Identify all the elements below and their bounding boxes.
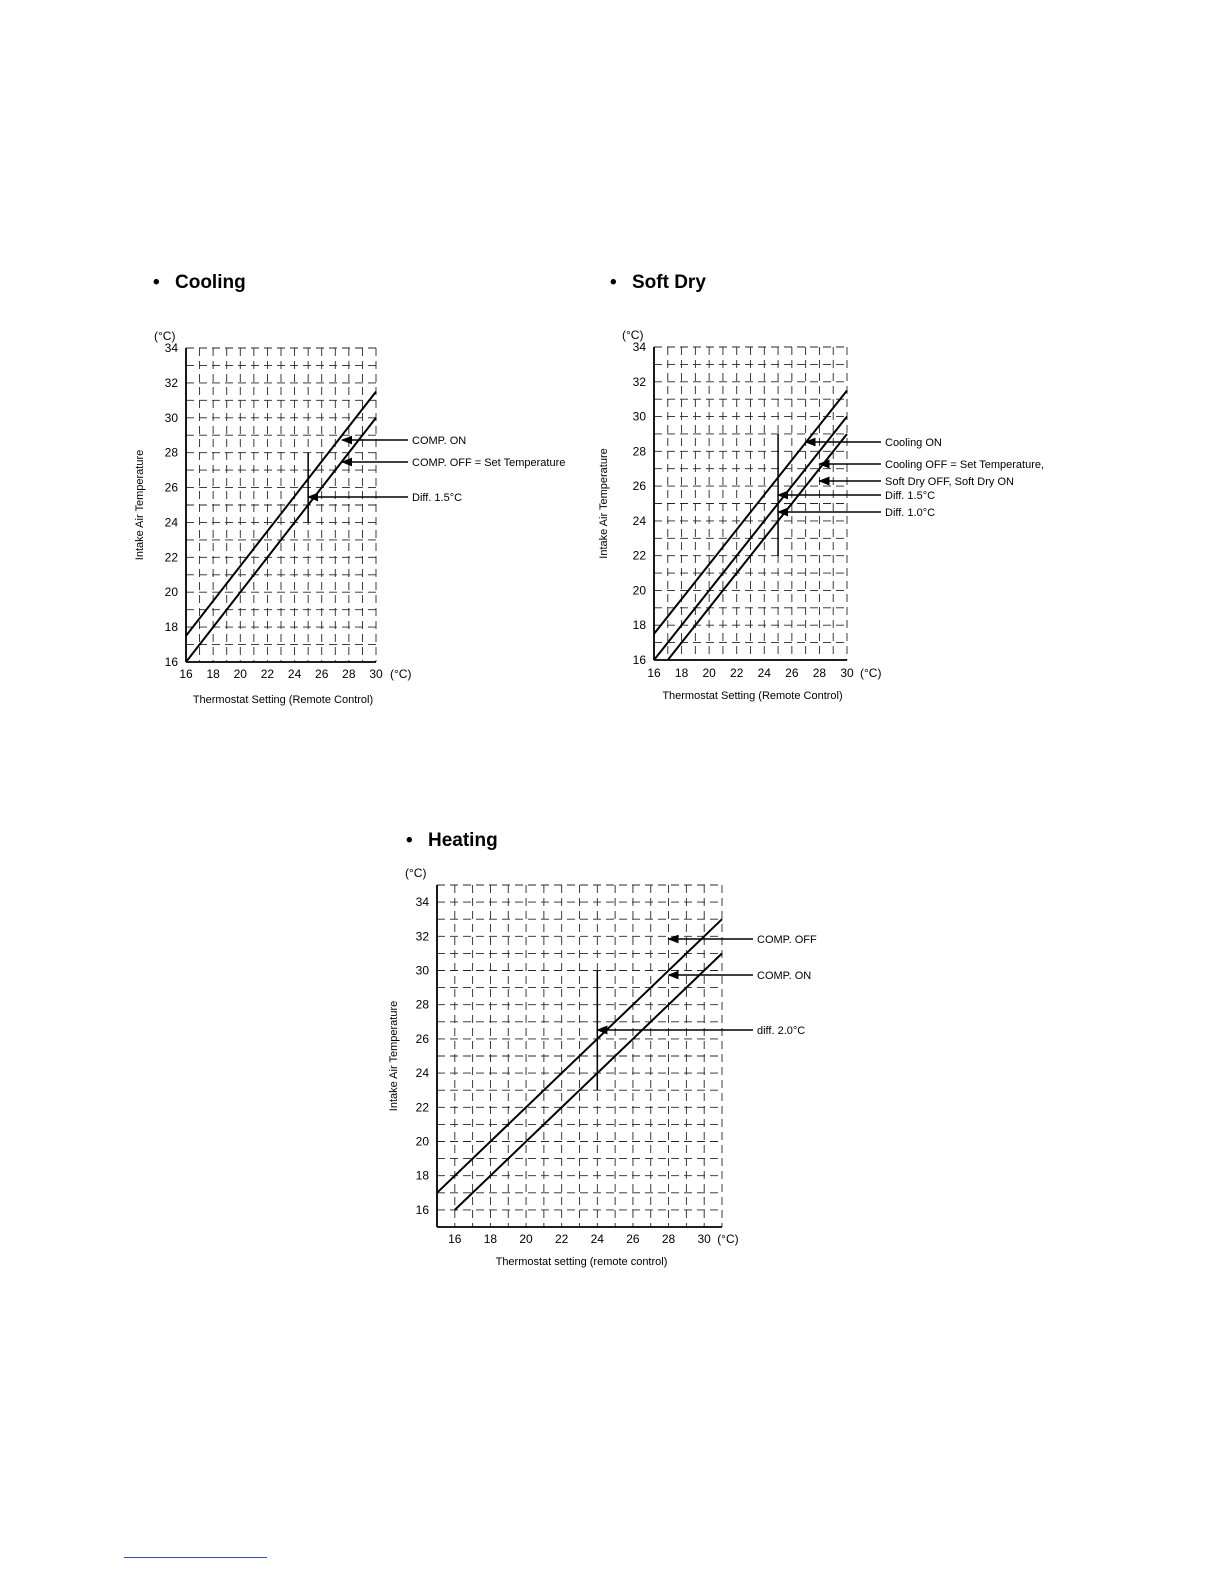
annotation-label: Diff. 1.5°C bbox=[885, 490, 936, 502]
y-tick-label: 32 bbox=[164, 375, 178, 390]
y-axis-title: Intake Air Temperature bbox=[134, 449, 146, 561]
x-unit-label: (°C) bbox=[390, 667, 412, 681]
y-tick-label: 24 bbox=[415, 1066, 429, 1081]
y-tick-label: 18 bbox=[415, 1168, 429, 1183]
y-tick-label: 26 bbox=[415, 1031, 429, 1046]
y-tick-label: 28 bbox=[632, 444, 646, 459]
x-tick-label: 30 bbox=[697, 1232, 711, 1246]
x-tick-label: 16 bbox=[179, 667, 193, 681]
x-tick-label: 20 bbox=[702, 666, 716, 680]
y-tick-label: 30 bbox=[632, 409, 646, 424]
y-tick-label: 30 bbox=[415, 963, 429, 978]
cooling-heading-text: Cooling bbox=[175, 272, 246, 293]
y-tick-label: 20 bbox=[415, 1134, 429, 1149]
annotation-label: COMP. ON bbox=[412, 435, 467, 447]
x-tick-label: 22 bbox=[260, 667, 275, 681]
grid bbox=[654, 347, 847, 660]
y-tick-label: 28 bbox=[164, 445, 178, 460]
annotation-label: Soft Dry OFF, Soft Dry ON bbox=[885, 476, 1014, 488]
x-tick-label: 26 bbox=[315, 667, 329, 681]
x-tick-label: 18 bbox=[674, 666, 689, 680]
x-axis-title: Thermostat Setting (Remote Control) bbox=[192, 694, 374, 706]
y-tick-label: 32 bbox=[415, 929, 429, 944]
annotation-label: Diff. 1.0°C bbox=[885, 507, 936, 519]
footer-rule bbox=[124, 1557, 267, 1558]
annotation-label: COMP. ON bbox=[757, 970, 812, 982]
x-tick-label: 26 bbox=[785, 666, 799, 680]
x-tick-label: 28 bbox=[661, 1232, 676, 1246]
series-line bbox=[455, 953, 722, 1210]
x-tick-label: 24 bbox=[757, 666, 771, 680]
y-unit-label: (°C) bbox=[622, 328, 644, 342]
y-tick-label: 16 bbox=[164, 655, 178, 669]
y-tick-label: 26 bbox=[632, 479, 646, 494]
x-tick-label: 16 bbox=[647, 666, 661, 680]
x-tick-label: 24 bbox=[590, 1232, 604, 1246]
y-unit-label: (°C) bbox=[154, 329, 176, 343]
bullet: • bbox=[153, 272, 160, 293]
x-tick-label: 18 bbox=[206, 667, 220, 681]
y-tick-label: 20 bbox=[632, 583, 646, 598]
y-tick-label: 18 bbox=[632, 618, 646, 633]
bullet: • bbox=[610, 272, 617, 293]
x-tick-label: 28 bbox=[812, 666, 827, 680]
y-tick-label: 26 bbox=[164, 480, 178, 495]
y-tick-label: 24 bbox=[164, 515, 178, 530]
x-unit-label: (°C) bbox=[717, 1232, 739, 1246]
y-tick-label: 34 bbox=[164, 341, 178, 355]
y-tick-label: 32 bbox=[632, 374, 646, 389]
heating-heading-text: Heating bbox=[428, 830, 498, 851]
x-axis-title: Thermostat setting (remote control) bbox=[495, 1256, 668, 1268]
y-tick-label: 28 bbox=[415, 997, 429, 1012]
y-tick-label: 34 bbox=[632, 340, 646, 354]
y-axis-title: Intake Air Temperature bbox=[388, 1000, 400, 1112]
x-tick-label: 22 bbox=[730, 666, 744, 680]
heating-chart bbox=[388, 866, 817, 1268]
annotation-label: Cooling OFF = Set Temperature, bbox=[885, 459, 1045, 471]
annotation-label: Cooling ON bbox=[885, 437, 942, 449]
cooling-chart bbox=[134, 329, 565, 706]
y-tick-label: 34 bbox=[415, 895, 429, 910]
y-tick-label: 18 bbox=[164, 620, 178, 635]
x-tick-label: 24 bbox=[287, 667, 302, 681]
x-tick-label: 30 bbox=[369, 667, 383, 681]
x-tick-label: 30 bbox=[840, 666, 854, 680]
x-tick-label: 28 bbox=[342, 667, 356, 681]
annotation-label: Diff. 1.5°C bbox=[412, 492, 463, 504]
y-tick-label: 16 bbox=[415, 1202, 429, 1217]
y-tick-label: 30 bbox=[164, 410, 178, 425]
y-tick-label: 22 bbox=[415, 1100, 429, 1115]
x-axis-title: Thermostat Setting (Remote Control) bbox=[662, 690, 843, 702]
x-tick-label: 26 bbox=[626, 1232, 640, 1246]
y-axis-title: Intake Air Temperature bbox=[598, 448, 610, 559]
y-tick-label: 22 bbox=[632, 548, 646, 563]
series-line bbox=[668, 434, 847, 660]
y-tick-label: 16 bbox=[632, 653, 646, 667]
soft-dry-heading-text: Soft Dry bbox=[632, 272, 706, 293]
y-tick-label: 24 bbox=[632, 513, 646, 528]
annotation-label: COMP. OFF bbox=[757, 934, 817, 946]
x-tick-label: 22 bbox=[555, 1232, 569, 1246]
x-tick-label: 16 bbox=[448, 1232, 462, 1246]
annotation-label: COMP. OFF = Set Temperature bbox=[412, 457, 566, 469]
x-tick-label: 20 bbox=[233, 667, 247, 681]
x-tick-label: 18 bbox=[483, 1232, 498, 1246]
y-tick-label: 22 bbox=[164, 550, 178, 565]
x-tick-label: 20 bbox=[519, 1232, 533, 1246]
y-tick-label: 20 bbox=[164, 585, 178, 600]
grid bbox=[186, 348, 376, 662]
bullet: • bbox=[406, 830, 413, 851]
soft_dry-chart bbox=[598, 328, 1044, 702]
x-unit-label: (°C) bbox=[860, 666, 882, 680]
y-unit-label: (°C) bbox=[405, 866, 427, 880]
annotation-label: diff. 2.0°C bbox=[757, 1025, 806, 1037]
